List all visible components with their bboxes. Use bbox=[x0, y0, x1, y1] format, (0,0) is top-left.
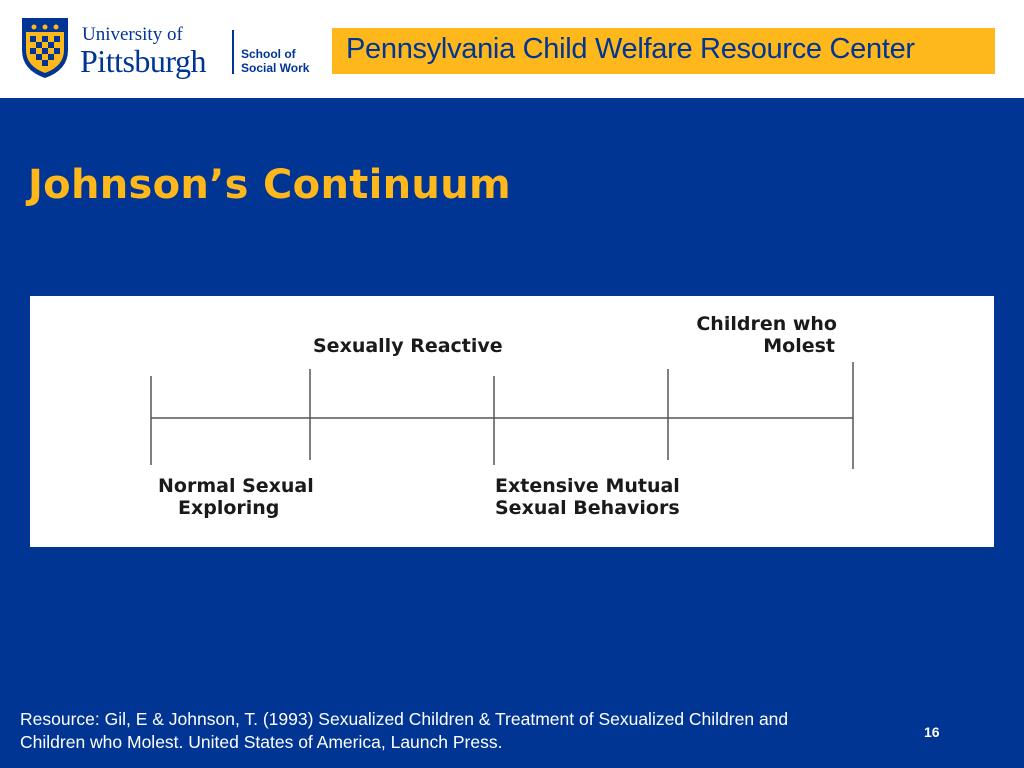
label-children-who-molest-line2: Molest bbox=[763, 335, 835, 357]
page-number: 16 bbox=[924, 724, 940, 740]
school-name-line2: Social Work bbox=[241, 61, 310, 75]
university-name-line1: University of bbox=[82, 24, 183, 45]
label-children-who-molest-line1: Children who bbox=[696, 313, 837, 335]
label-extensive-mutual-line1: Extensive Mutual bbox=[495, 475, 680, 497]
resource-citation bbox=[20, 708, 900, 754]
university-name-line2: Pittsburgh bbox=[80, 43, 206, 79]
logo-divider bbox=[232, 30, 234, 74]
resource-citation-line2: Children who Molest. United States of America, Launch Press. bbox=[20, 732, 503, 752]
continuum-svg bbox=[30, 296, 994, 547]
label-normal-exploring-line1: Normal Sexual bbox=[158, 475, 314, 497]
university-logo bbox=[20, 14, 310, 84]
label-sexually-reactive: Sexually Reactive bbox=[313, 335, 503, 357]
school-name-line1: School of bbox=[241, 47, 296, 61]
slide-header bbox=[0, 0, 1024, 98]
slide-title: Johnson’s Continuum bbox=[28, 162, 511, 208]
label-extensive-mutual-line2: Sexual Behaviors bbox=[495, 497, 680, 519]
continuum-diagram bbox=[30, 296, 994, 547]
school-name bbox=[241, 47, 309, 75]
resource-center-banner bbox=[332, 28, 995, 74]
resource-center-name: Pennsylvania Child Welfare Resource Center bbox=[346, 33, 915, 65]
resource-citation-line1: Resource: Gil, E & Johnson, T. (1993) Sexualized Children & Treatment of Sexualized Children and bbox=[20, 709, 789, 729]
shield-icon bbox=[20, 14, 70, 80]
label-normal-exploring-line2: Exploring bbox=[178, 497, 280, 519]
